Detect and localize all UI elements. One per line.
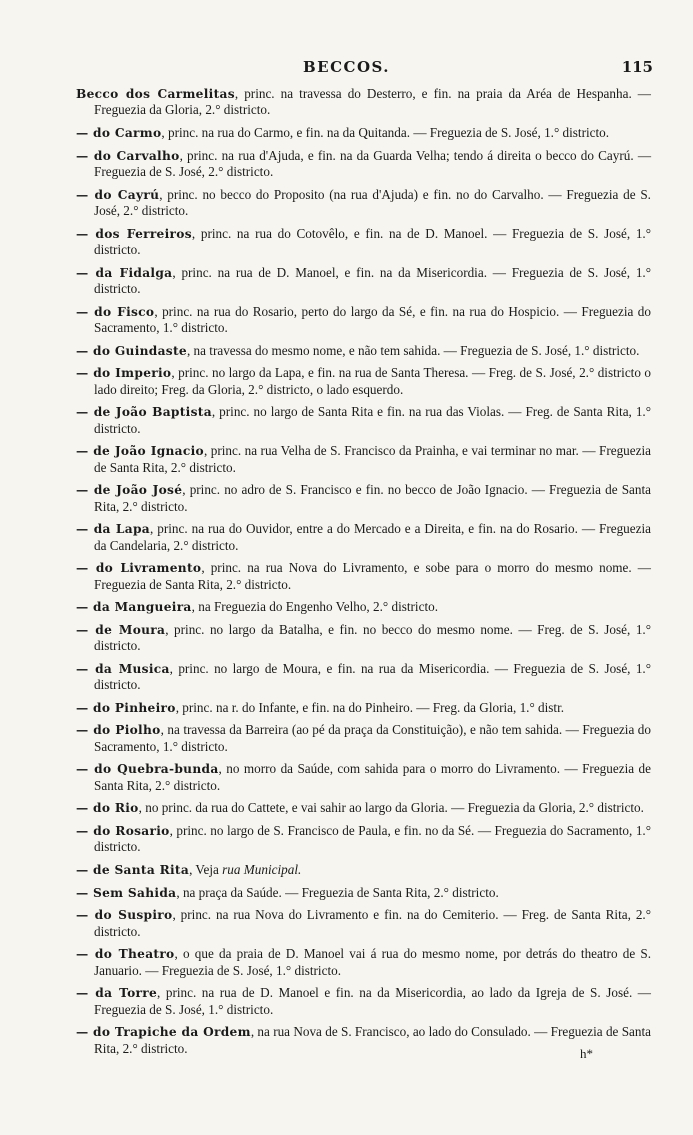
entry-heading: Becco dos Carmelitas xyxy=(76,87,235,101)
entry-heading: — do Suspiro xyxy=(76,908,173,923)
entry-heading: — do Piolho xyxy=(76,723,161,738)
list-item xyxy=(76,86,651,119)
entry-heading: — do Carmo xyxy=(76,126,162,140)
entry-text: , princ. no largo da Batalha, e fin. no becco do mesmo nome. — Freg. de S. José, 1.° districto. xyxy=(94,621,652,654)
list-item xyxy=(76,862,651,878)
list-item xyxy=(76,265,651,298)
list-item xyxy=(76,343,651,359)
list-item xyxy=(76,443,651,476)
entry-heading: — da Mangueira xyxy=(76,600,192,615)
entry-list xyxy=(76,86,651,1063)
entry-text: , no princ. da rua do Cattete, e vai sahir ao largo da Gloria. — Freguezia da Gloria, 2.° districto. xyxy=(138,800,644,816)
list-item xyxy=(76,823,651,856)
entry-text: , princ. na rua Velha de S. Francisco da Prainha, e vai terminar no mar. — Freguezia de Santa Rita, 2.° districto. xyxy=(94,443,651,475)
entry-heading: — da Lapa xyxy=(76,522,151,537)
list-item xyxy=(76,404,651,437)
entry-heading: — do Fisco xyxy=(76,304,155,319)
list-item xyxy=(76,148,651,181)
entry-text: , no morro da Saúde, com sahida para o morro do Livramento. — Freguezia de Santa Rita, 2.° districto. xyxy=(94,761,651,793)
entry-text: , princ. na rua do Ouvidor, entre a do Mercado e a Direita, e fin. na do Rosario. — Freguezia da Candelaria, 2.° districto. xyxy=(94,521,651,553)
entry-text: , na rua Nova de S. Francisco, ao lado do Consulado. — Freguezia de Santa Rita, 2.° districto. xyxy=(94,1024,651,1056)
list-item xyxy=(76,304,651,337)
entry-text: , princ. na rua do Carmo, e fin. na da Quitanda. — Freguezia de S. José, 1.° districto. xyxy=(161,125,610,140)
entry-text: , na travessa da Barreira (ao pé da praça da Constituição), e não tem sahida. — Freguezia do Sacramento, 1.° districto. xyxy=(94,722,651,754)
list-item xyxy=(76,187,651,220)
list-item xyxy=(76,482,651,515)
entry-heading: — dos Ferreiros xyxy=(76,226,192,241)
entry-text: , princ. no largo de Santa Rita e fin. na rua das Violas. — Freg. de Santa Rita, 1.° districto. xyxy=(94,404,651,436)
entry-reference: rua Municipal. xyxy=(222,861,302,877)
entry-heading: — do Theatro xyxy=(76,947,175,962)
entry-text: , princ. na rua do Rosario, perto do largo da Sé, e fin. na rua do Hospicio. — Freguezia do Sacramento, 1.° districto. xyxy=(94,303,651,335)
page-number: 115 xyxy=(621,58,653,76)
list-item xyxy=(76,365,651,398)
list-item xyxy=(76,722,651,755)
entry-heading: — Sem Sahida xyxy=(76,885,177,900)
list-item xyxy=(76,761,651,794)
entry-heading: — de João José xyxy=(76,483,183,498)
list-item xyxy=(76,661,651,694)
list-item xyxy=(76,946,651,979)
entry-text: , princ. no largo da Lapa, e fin. na rua de Santa Theresa. — Freg. de S. José, 2.° districto o lado direito; Freg. da Gloria, 2.° districto, o lado esquerdo. xyxy=(94,365,651,397)
list-item xyxy=(76,226,651,259)
entry-heading: — de João Baptista xyxy=(76,405,212,420)
entry-text: , princ. na rua do Cotovêlo, e fin. na de D. Manoel. — Freguezia de S. José, 1.° districto. xyxy=(94,225,651,257)
list-item xyxy=(76,599,651,615)
list-item xyxy=(76,622,651,655)
entry-text: , Veja xyxy=(189,861,223,877)
entry-text: , princ. no largo de Moura, e fin. na rua da Misericordia. — Freguezia de S. José, 1.° districto. xyxy=(94,660,651,693)
entry-heading: — do Imperio xyxy=(76,366,172,381)
entry-heading: — do Rosario xyxy=(76,823,170,838)
entry-heading: — de Santa Rita xyxy=(76,862,190,877)
entry-heading: — do Trapiche da Ordem xyxy=(76,1025,251,1040)
list-item xyxy=(76,985,651,1018)
entry-text: , na Freguezia do Engenho Velho, 2.° districto. xyxy=(191,599,439,615)
page-header xyxy=(0,58,693,80)
list-item xyxy=(76,700,651,716)
entry-text: , princ. no adro de S. Francisco e fin. no becco de João Ignacio. — Freguezia de Santa Rita, 2.° districto. xyxy=(94,482,651,514)
entry-heading: — do Pinheiro xyxy=(76,700,176,715)
entry-text: , princ. na rua de D. Manoel e fin. na da Misericordia, ao lado da Igreja de S. José. — Freguezia de S. José, 1.° districto. xyxy=(94,985,651,1017)
list-item xyxy=(76,560,651,593)
entry-heading: — do Carvalho xyxy=(76,148,180,163)
entry-text: , princ. na rua d'Ajuda, e fin. na da Guarda Velha; tendo á direita o becco do Cayrú. — Freguezia de S. José, 2.° districto. xyxy=(94,147,652,179)
entry-text: , princ. na rua Nova do Livramento, e sobe para o morro do mesmo nome. — Freguezia de Santa Rita, 2.° districto. xyxy=(94,560,651,592)
signature-mark: h* xyxy=(580,1046,593,1061)
entry-heading: — da Fidalga xyxy=(76,265,173,280)
entry-heading: — do Guindaste xyxy=(76,343,187,358)
list-item xyxy=(76,521,651,554)
entry-heading: — de Moura xyxy=(76,622,166,637)
list-item xyxy=(76,1024,651,1057)
entry-text: , princ. no becco do Proposito (na rua d'Ajuda) e fin. no do Carvalho. — Freguezia de S. José, 2.° districto. xyxy=(94,186,651,218)
running-title: BECCOS. xyxy=(302,58,391,76)
entry-text: , princ. na travessa do Desterro, e fin. na praia da Aréa de Hespanha. — Freguezia da Gloria, 2.° districto. xyxy=(94,86,651,118)
entry-text: , princ. na rua Nova do Livramento e fin. na do Cemiterio. — Freg. de Santa Rita, 2.° districto. xyxy=(94,907,651,939)
list-item xyxy=(76,907,651,940)
entry-text: , princ. na r. do Infante, e fin. na do Pinheiro. — Freg. da Gloria, 1.° distr. xyxy=(175,699,565,715)
entry-text: , o que da praia de D. Manoel vai á rua do mesmo nome, por detrás do theatro de S. Januario. — Freguezia de S. José, 1.° districto. xyxy=(94,946,652,978)
entry-heading: — do Cayrú xyxy=(76,187,160,202)
entry-text: , princ. na rua de D. Manoel, e fin. na da Misericordia. — Freguezia de S. José, 1.° districto. xyxy=(94,264,651,296)
entry-text: , na travessa do mesmo nome, e não tem sahida. — Freguezia de S. José, 1.° districto. xyxy=(186,342,640,358)
list-item xyxy=(76,800,651,816)
entry-text: , princ. no largo de S. Francisco de Paula, e fin. no da Sé. — Freguezia do Sacramento, 1.° districto. xyxy=(94,822,651,855)
entry-heading: — do Rio xyxy=(76,801,139,816)
entry-heading: — de João Ignacio xyxy=(76,444,204,459)
entry-heading: — do Quebra-bunda xyxy=(76,762,219,777)
list-item xyxy=(76,885,651,901)
entry-text: , na praça da Saúde. — Freguezia de Santa Rita, 2.° districto. xyxy=(176,884,499,900)
entry-heading: — da Musica xyxy=(76,661,170,676)
list-item xyxy=(76,125,651,141)
entry-heading: — do Livramento xyxy=(76,561,202,576)
entry-heading: — da Torre xyxy=(76,986,157,1001)
